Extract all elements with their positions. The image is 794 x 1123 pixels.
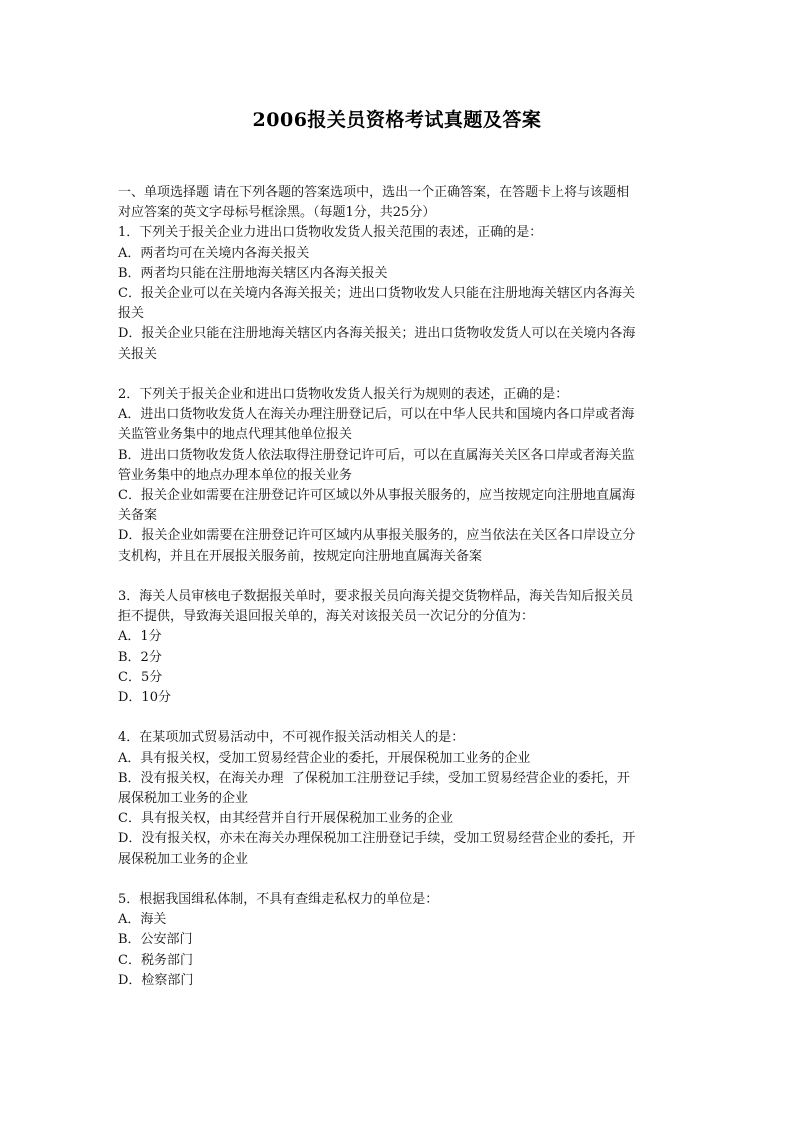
option-d-continued: 关报关: [118, 346, 158, 362]
option-a: A．1分: [118, 629, 162, 645]
section-intro-line: 对应答案的英文字母标号框涂黑。（每题1分，共25分）: [118, 205, 436, 221]
question-1: [118, 223, 682, 364]
question-3: [118, 587, 682, 708]
option-b-continued: 管业务集中的地点办理本单位的报关业务: [118, 467, 353, 483]
option-c: C．报关企业如需要在注册登记许可区域以外从事报关服务的，应当按规定向注册地直属海: [118, 488, 635, 504]
option-d: D．没有报关权，亦未在海关办理保税加工注册登记手续，受加工贸易经营企业的委托，开: [118, 831, 636, 847]
option-b: B．进出口货物收发货人依法取得注册登记许可后，可以在直属海关关区各口岸或者海关监: [118, 447, 635, 463]
option-c-continued: 关备案: [118, 508, 158, 524]
option-b: B．没有报关权，在海关办理 了保税加工注册登记手续，受加工贸易经营企业的委托，开: [118, 770, 630, 786]
option-d: D．10分: [118, 690, 171, 706]
option-d: D．报关企业只能在注册地海关辖区内各海关报关；进出口货物收发货人可以在关境内各海: [118, 326, 636, 342]
option-b: B．公安部门: [118, 932, 193, 948]
option-b: B．2分: [118, 649, 162, 665]
question-stem: 1．下列关于报关企业力进出口货物收发货人报关范围的表述，正确的是：: [118, 225, 543, 241]
section-intro: [118, 183, 682, 223]
question-5: [118, 890, 682, 991]
option-d-continued: 展保税加工业务的企业: [118, 851, 249, 867]
option-c: C．5分: [118, 669, 163, 685]
question-stem: 4．在某项加式贸易活动中，不可视作报关活动相关人的是：: [118, 730, 465, 746]
question-4: [118, 728, 682, 869]
option-b-continued: 展保税加工业务的企业: [118, 791, 249, 807]
question-stem: 3．海关人员审核电子数据报关单时，要求报关员向海关提交货物样品，海关告知后报关员: [118, 589, 634, 605]
option-b: B．两者均只能在注册地海关辖区内各海关报关: [118, 265, 388, 281]
option-c: C．报关企业可以在关境内各海关报关；进出口货物收发人只能在注册地海关辖区内各海关: [118, 286, 635, 302]
document-title: 2006报关员资格考试真题及答案: [252, 109, 542, 131]
section-intro-line: 一、单项选择题 请在下列各题的答案选项中，选出一个正确答案，在答题卡上将与该题相: [118, 185, 630, 200]
option-d: D．报关企业如需要在注册登记许可区域内从事报关服务的，应当依法在关区各口岸设立分: [118, 528, 636, 544]
question-stem-continued: 拒不提供，导致海关退回报关单的，海关对该报关员一次记分的分值为：: [118, 609, 535, 625]
question-2: [118, 385, 682, 567]
option-a: A．海关: [118, 912, 167, 928]
option-d-continued: 支机构，并且在开展报关服务前，按规定向注册地直属海关备案: [118, 548, 483, 564]
option-a: A．进出口货物收发货人在海关办理注册登记后，可以在中华人民共和国境内各口岸或者海: [118, 407, 635, 423]
option-a-continued: 关监管业务集中的地点代理其他单位报关: [118, 427, 353, 443]
question-stem: 5．根据我国缉私体制，不具有查缉走私权力的单位是：: [118, 892, 439, 908]
option-d: D．检察部门: [118, 972, 194, 988]
option-a: A．两者均可在关境内各海关报关: [118, 245, 310, 261]
option-c: C．税务部门: [118, 952, 193, 968]
document-body: [118, 183, 682, 991]
option-c-continued: 报关: [118, 306, 145, 322]
question-stem: 2．下列关于报关企业和进出口货物收发货人报关行为规则的表述，正确的是：: [118, 387, 569, 403]
option-a: A．具有报关权，受加工贸易经营企业的委托，开展保税加工业务的企业: [118, 750, 531, 766]
option-c: C．具有报关权，由其经营并自行开展保税加工业务的企业: [118, 811, 453, 827]
